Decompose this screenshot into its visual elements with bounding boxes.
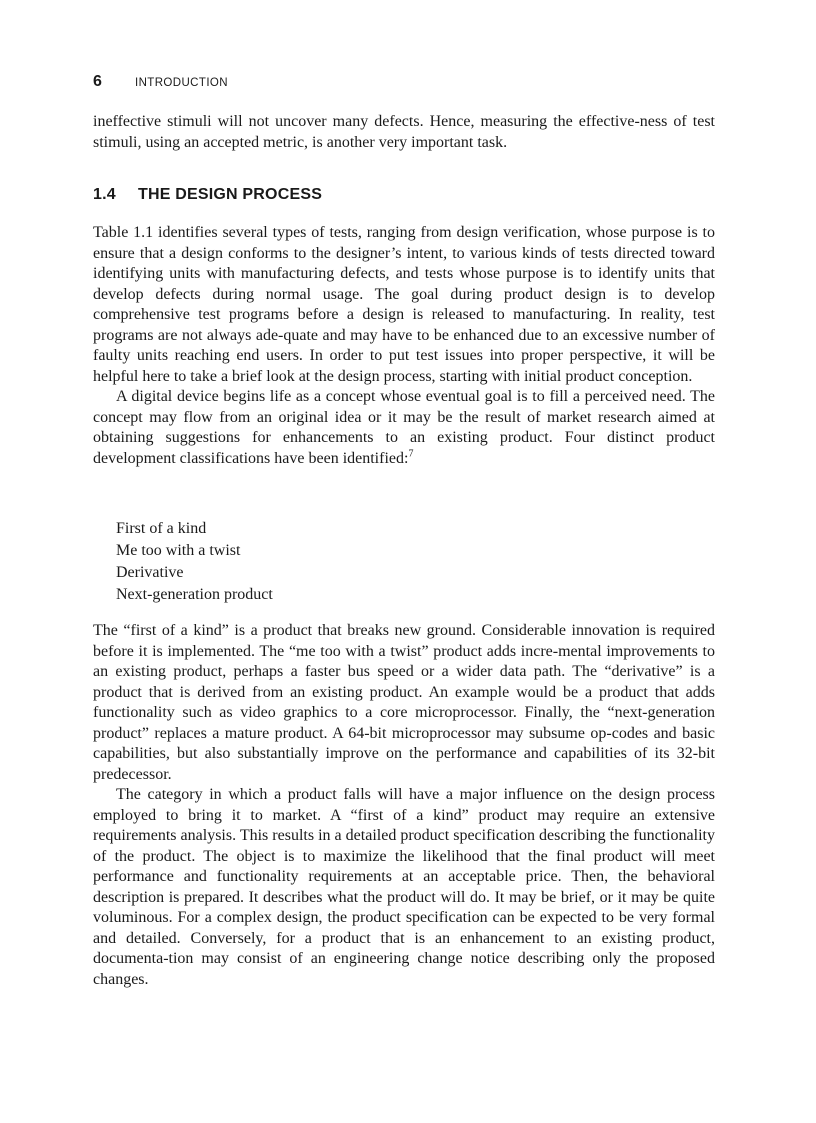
intro-paragraph: ineffective stimuli will not uncover many defects. Hence, measuring the effective-ness of test stimuli, using an accepted metric, is another very important task. [93, 113, 715, 151]
list-item: Derivative [116, 564, 184, 581]
footnote-reference[interactable]: 7 [408, 448, 414, 460]
page-header [93, 73, 228, 91]
list-item: Next-generation product [116, 586, 273, 603]
classification-discussion [93, 621, 715, 990]
paragraph: The “first of a kind” is a product that breaks new ground. Considerable innovation is required before it is implemented. The “me too with a twist” product adds incre-mental improvements to an existing product, perhaps a faster bus speed or a wider data path. The “derivative” is a product that is derived from an existing product. An example would be a product that adds functionality such as video graphics to a core microprocessor. Finally, the “next-generation product” replaces a mature product. A 64-bit microprocessor may subsume op-codes and basic capabilities, but also substantially improve on the performance and capabilities of its 32-bit predecessor. [93, 622, 715, 783]
design-process-text [93, 223, 715, 469]
list-item: Me too with a twist [116, 542, 241, 559]
paragraph [93, 387, 715, 469]
intro-paragraph-block [93, 112, 715, 153]
section-title: THE DESIGN PROCESS [138, 186, 323, 203]
paragraph: The category in which a product falls will have a major influence on the design process employed to bring it to market. A “first of a kind” product may require an extensive requirements analysis. This results in a detailed product specification describing the functionality of the product. The object is to maximize the likelihood that the final product will meet performance and functionality requirements at an acceptable price. Then, the behavioral description is prepared. It describes what the product will do. It may be brief, or it may be quite voluminous. For a complex design, the product specification can be expected to be very formal and detailed. Conversely, for a product that is an enhancement to an existing product, documenta-tion may consist of an engineering change notice describing only the proposed changes. [93, 786, 715, 988]
running-head: INTRODUCTION [135, 77, 228, 89]
paragraph-text: A digital device begins life as a concept whose eventual goal is to fill a perceived need. The concept may flow from an original idea or it may be the result of market research aimed at obtaining suggestions for enhancements to an existing product. Four distinct product development classifications have been identified: [93, 388, 715, 467]
classification-list [116, 518, 273, 606]
paragraph: Table 1.1 identifies several types of tests, ranging from design verification, whose purpose is to ensure that a design conforms to the designer’s intent, to various kinds of tests directed toward identifying units with manufacturing defects, and tests whose purpose is to identify units that develop defects during normal usage. The goal during product design is to develop comprehensive test programs before a design is released to manufacturing. In reality, test programs are not always ade-quate and may have to be enhanced due to an excessive number of faulty units reaching end users. In order to put test issues into proper perspective, it will be helpful here to take a brief look at the design process, starting with initial product conception. [93, 224, 715, 385]
section-number: 1.4 [93, 186, 116, 203]
list-item: First of a kind [116, 520, 207, 537]
page-number: 6 [93, 73, 102, 90]
section-heading [93, 186, 322, 204]
